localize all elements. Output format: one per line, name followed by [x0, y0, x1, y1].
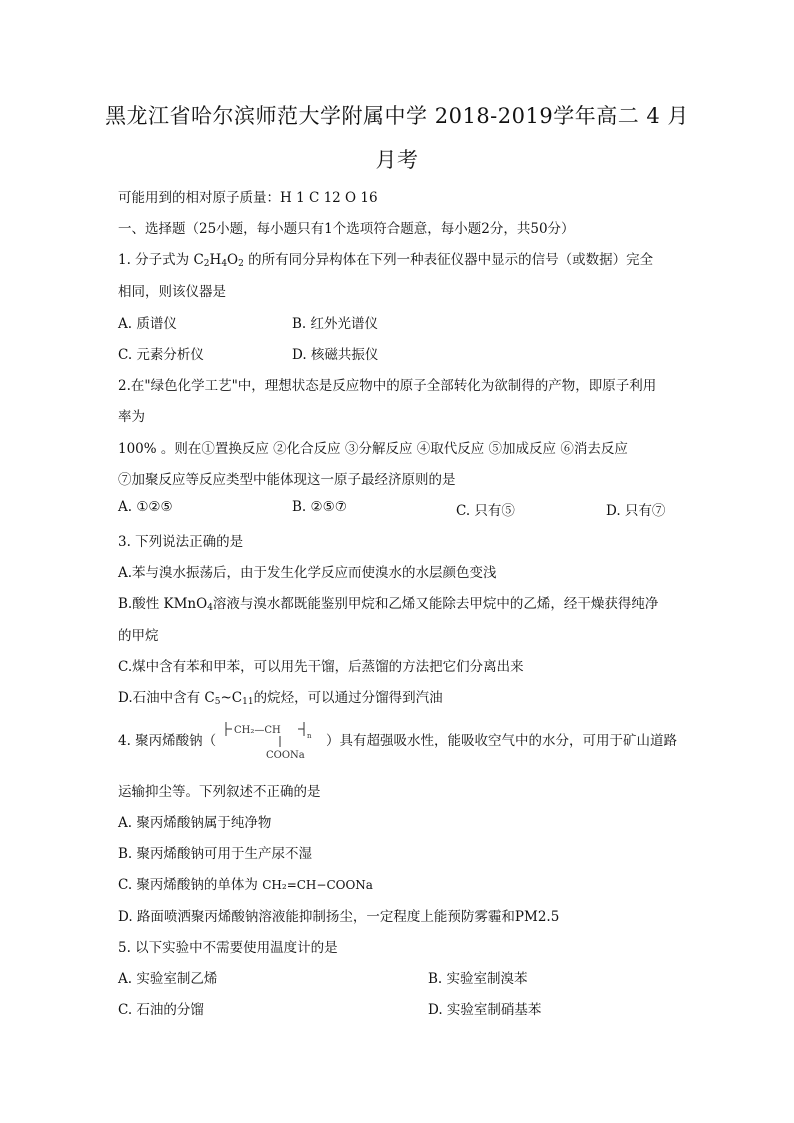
- q4-stem-b: ）具有超强吸水性，能吸收空气中的水分，可用于矿山道路: [326, 733, 677, 749]
- q1-option-b: B. 红外光谱仪: [292, 316, 379, 332]
- q1-text-c: O: [227, 252, 239, 268]
- polyacrylate-structure-image: [224, 718, 320, 762]
- q3-d-text-a: D.石油中含有 C: [118, 690, 215, 706]
- struct-sub-text: COONa: [266, 750, 305, 761]
- q3-option-b-line2: 的甲烷: [118, 628, 159, 644]
- q2-option-d: D. 只有⑦: [606, 503, 666, 519]
- q2-stem-line1: 2.在"绿色化学工艺"中，理想状态是反应物中的原子全部转化为欲制得的产物，即原子利用: [118, 378, 657, 394]
- q1-text-b: H: [209, 252, 222, 268]
- q1-sub3: 2: [238, 259, 244, 269]
- q3-b-text-a: B.酸性 KMnO: [118, 596, 208, 612]
- page-title-line1: 黑龙江省哈尔滨师范大学附属中学 2018-2019学年高二 4 月: [105, 104, 689, 128]
- struct-n-text: n: [307, 732, 312, 740]
- q3-option-a: A.苯与溴水振荡后，由于发生化学反应而使溴水的水层颜色变浅: [118, 565, 497, 581]
- q5-option-d: D. 实验室制硝基苯: [428, 1002, 542, 1018]
- q2-option-c: C. 只有⑤: [456, 503, 515, 519]
- q2-stem-line4: ⑦加聚反应等反应类型中能体现这一原子最经济原则的是: [118, 472, 456, 488]
- q3-d-sub2: 11: [242, 697, 254, 707]
- q1-text-a: 1. 分子式为 C: [118, 252, 204, 268]
- q3-d-sub1: 5: [214, 697, 221, 707]
- q5-option-c: C. 石油的分馏: [118, 1002, 204, 1018]
- atomic-mass-line: 可能用到的相对原子质量：H 1 C 12 O 16: [118, 190, 378, 206]
- q4-c-monomer-formula: CH₂=CH−COONa: [262, 878, 373, 892]
- q1-sub2: 4: [221, 259, 228, 269]
- q1-option-c: C. 元素分析仪: [118, 347, 204, 363]
- q2-stem-line2: 率为: [118, 409, 145, 425]
- q4-stem-line2: 运输抑尘等。下列叙述不正确的是: [118, 784, 321, 800]
- q4-stem-a: 4. 聚丙烯酸钠（: [118, 733, 217, 749]
- q3-b-sub: 4: [207, 603, 213, 613]
- q3-b-text-b: 溶液与溴水都既能鉴别甲烷和乙烯又能除去甲烷中的乙烯，经干燥获得纯净: [212, 596, 659, 612]
- q4-c-text: C. 聚丙烯酸钠的单体为: [118, 877, 263, 893]
- q2-option-a: A. ①②⑤: [118, 499, 173, 515]
- q1-stem-line2: 相同，则该仪器是: [118, 284, 226, 300]
- q4-option-c: [118, 873, 373, 893]
- q1-option-d: D. 核磁共振仪: [292, 347, 379, 363]
- q3-option-b-line1: [118, 592, 658, 613]
- q1-sub1: 2: [203, 259, 210, 269]
- q5-option-a: A. 实验室制乙烯: [118, 971, 218, 987]
- q2-option-b: B. ②⑤⑦: [292, 499, 347, 515]
- q1-text-d: 的所有同分异构体在下列一种表征仪器中显示的信号（或数据）完全: [243, 252, 654, 268]
- q1-stem-line1: [118, 248, 653, 269]
- q5-stem: 5. 以下实验中不需要使用温度计的是: [118, 940, 338, 956]
- q2-stem-line3: 100% 。则在①置换反应 ②化合反应 ③分解反应 ④取代反应 ⑤加成反应 ⑥消去反应: [118, 441, 628, 457]
- page-title-line2: 月考: [375, 148, 419, 172]
- struct-main-text: CH₂—CH: [234, 725, 281, 736]
- q3-stem: 3. 下列说法正确的是: [118, 534, 244, 550]
- section-heading: 一、选择题（25小题，每小题只有1个选项符合题意，每小题2分，共50分）: [118, 221, 575, 237]
- q4-option-d: D. 路面喷洒聚丙烯酸钠溶液能抑制扬尘，一定程度上能预防雾霾和PM2.5: [118, 909, 560, 925]
- q5-option-b: B. 实验室制溴苯: [428, 971, 528, 987]
- q3-option-c: C.煤中含有苯和甲苯，可以用先干馏，后蒸馏的方法把它们分离出来: [118, 659, 524, 675]
- q4-option-b: B. 聚丙烯酸钠可用于生产尿不湿: [118, 846, 313, 862]
- q3-option-d: [118, 686, 443, 707]
- q3-d-text-b: ~C: [220, 690, 243, 706]
- q4-option-a: A. 聚丙烯酸钠属于纯净物: [118, 815, 272, 831]
- q3-d-text-c: 的烷烃，可以通过分馏得到汽油: [253, 690, 443, 706]
- q1-option-a: A. 质谱仪: [118, 316, 177, 332]
